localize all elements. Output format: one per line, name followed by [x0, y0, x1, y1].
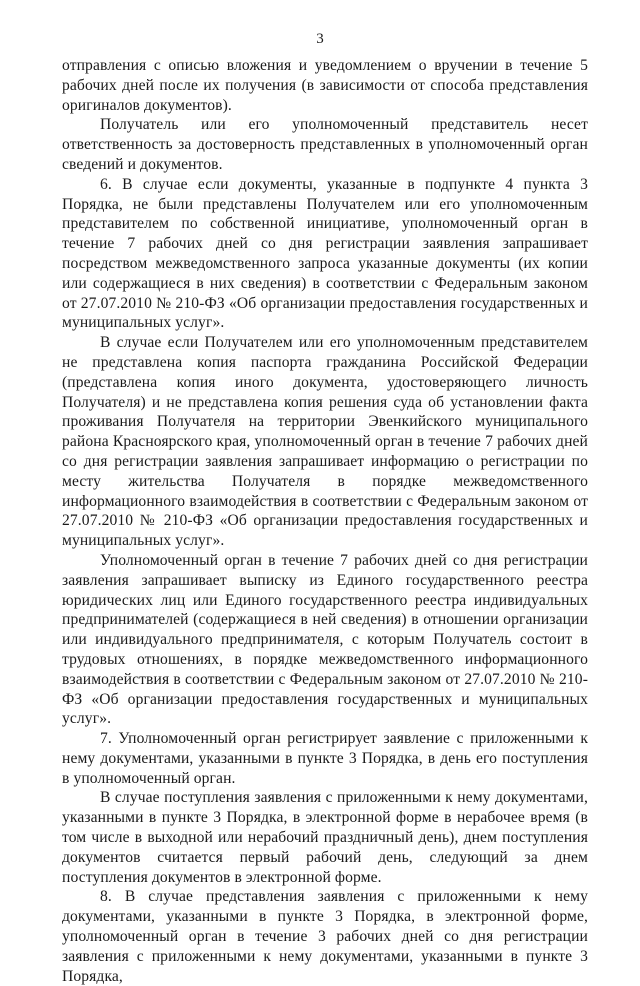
paragraph-passport-request: В случае если Получателем или его уполномоченным представителем не представлена копия паспорта гражданина Российской Федерации (представлена копия иного документа, удостоверяющего личность Получателя) и не представлена копия решения суда об установлении факта проживания Получателя на территории Эвенкийского муниципального района Красноярского края, уполномоченный орган в течение 7 рабочих дней со дня регистрации заявления запрашивает информацию о регистрации по месту жительства Получателя в порядке межведомственного информационного взаимодействия в соответствии с Федеральным законом от 27.07.2010 № 210-ФЗ «Об организации предоставления государственных и муниципальных услуг».	[62, 334, 588, 550]
paragraph-responsibility: Получатель или его уполномоченный представитель несет ответственность за достоверность представленных в уполномоченный орган сведений и документов.	[62, 116, 588, 173]
paragraph-registry-request: Уполномоченный орган в течение 7 рабочих дней со дня регистрации заявления запрашивает выписку из Единого государственного реестра юридических лиц или Единого государственного реестра индивидуальных предпринимателей (содержащиеся в ней сведения) в отношении организации или индивидуального предпринимателя, с которым Получатель состоит в трудовых отношениях, в порядке межведомственного информационного взаимодействия в соответствии с Федеральным законом от 27.07.2010 № 210-ФЗ «Об организации предоставления государственных и муниципальных услуг».	[62, 551, 588, 728]
paragraph-electronic-submission: В случае поступления заявления с приложенными к нему документами, указанными в пункте 3 Порядка, в электронной форме в нерабочее время (в том числе в выходной или нерабочий праздничный день), днем поступления документов считается первый рабочий день, следующий за днем поступления документов в электронной форме.	[62, 789, 588, 886]
paragraph-continuation: отправления с описью вложения и уведомлением о вручении в течение 5 рабочих дней после их получения (в зависимости от способа представления оригиналов документов).	[62, 57, 588, 114]
document-body	[62, 56, 588, 986]
paragraph-item-6: 6. В случае если документы, указанные в подпункте 4 пункта 3 Порядка, не были представлены Получателем или его уполномоченным представителем по собственной инициативе, уполномоченный орган в течение 7 рабочих дней со дня регистрации заявления запрашивает посредством межведомственного запроса указанные документы (их копии или содержащиеся в них сведения) в соответствии с Федеральным законом от 27.07.2010 № 210-ФЗ «Об организации предоставления государственных и муниципальных услуг».	[62, 175, 588, 332]
paragraph-item-7: 7. Уполномоченный орган регистрирует заявление с приложенными к нему документами, указанными в пункте 3 Порядка, в день его поступления в уполномоченный орган.	[62, 730, 588, 787]
paragraph-item-8: 8. В случае представления заявления с приложенными к нему документами, указанными в пункте 3 Порядка, в электронной форме, уполномоченный орган в течение 3 рабочих дней со дня регистрации заявления с приложенными к нему документами, указанными в пункте 3 Порядка,	[62, 888, 588, 985]
page-number: 3	[316, 31, 324, 47]
